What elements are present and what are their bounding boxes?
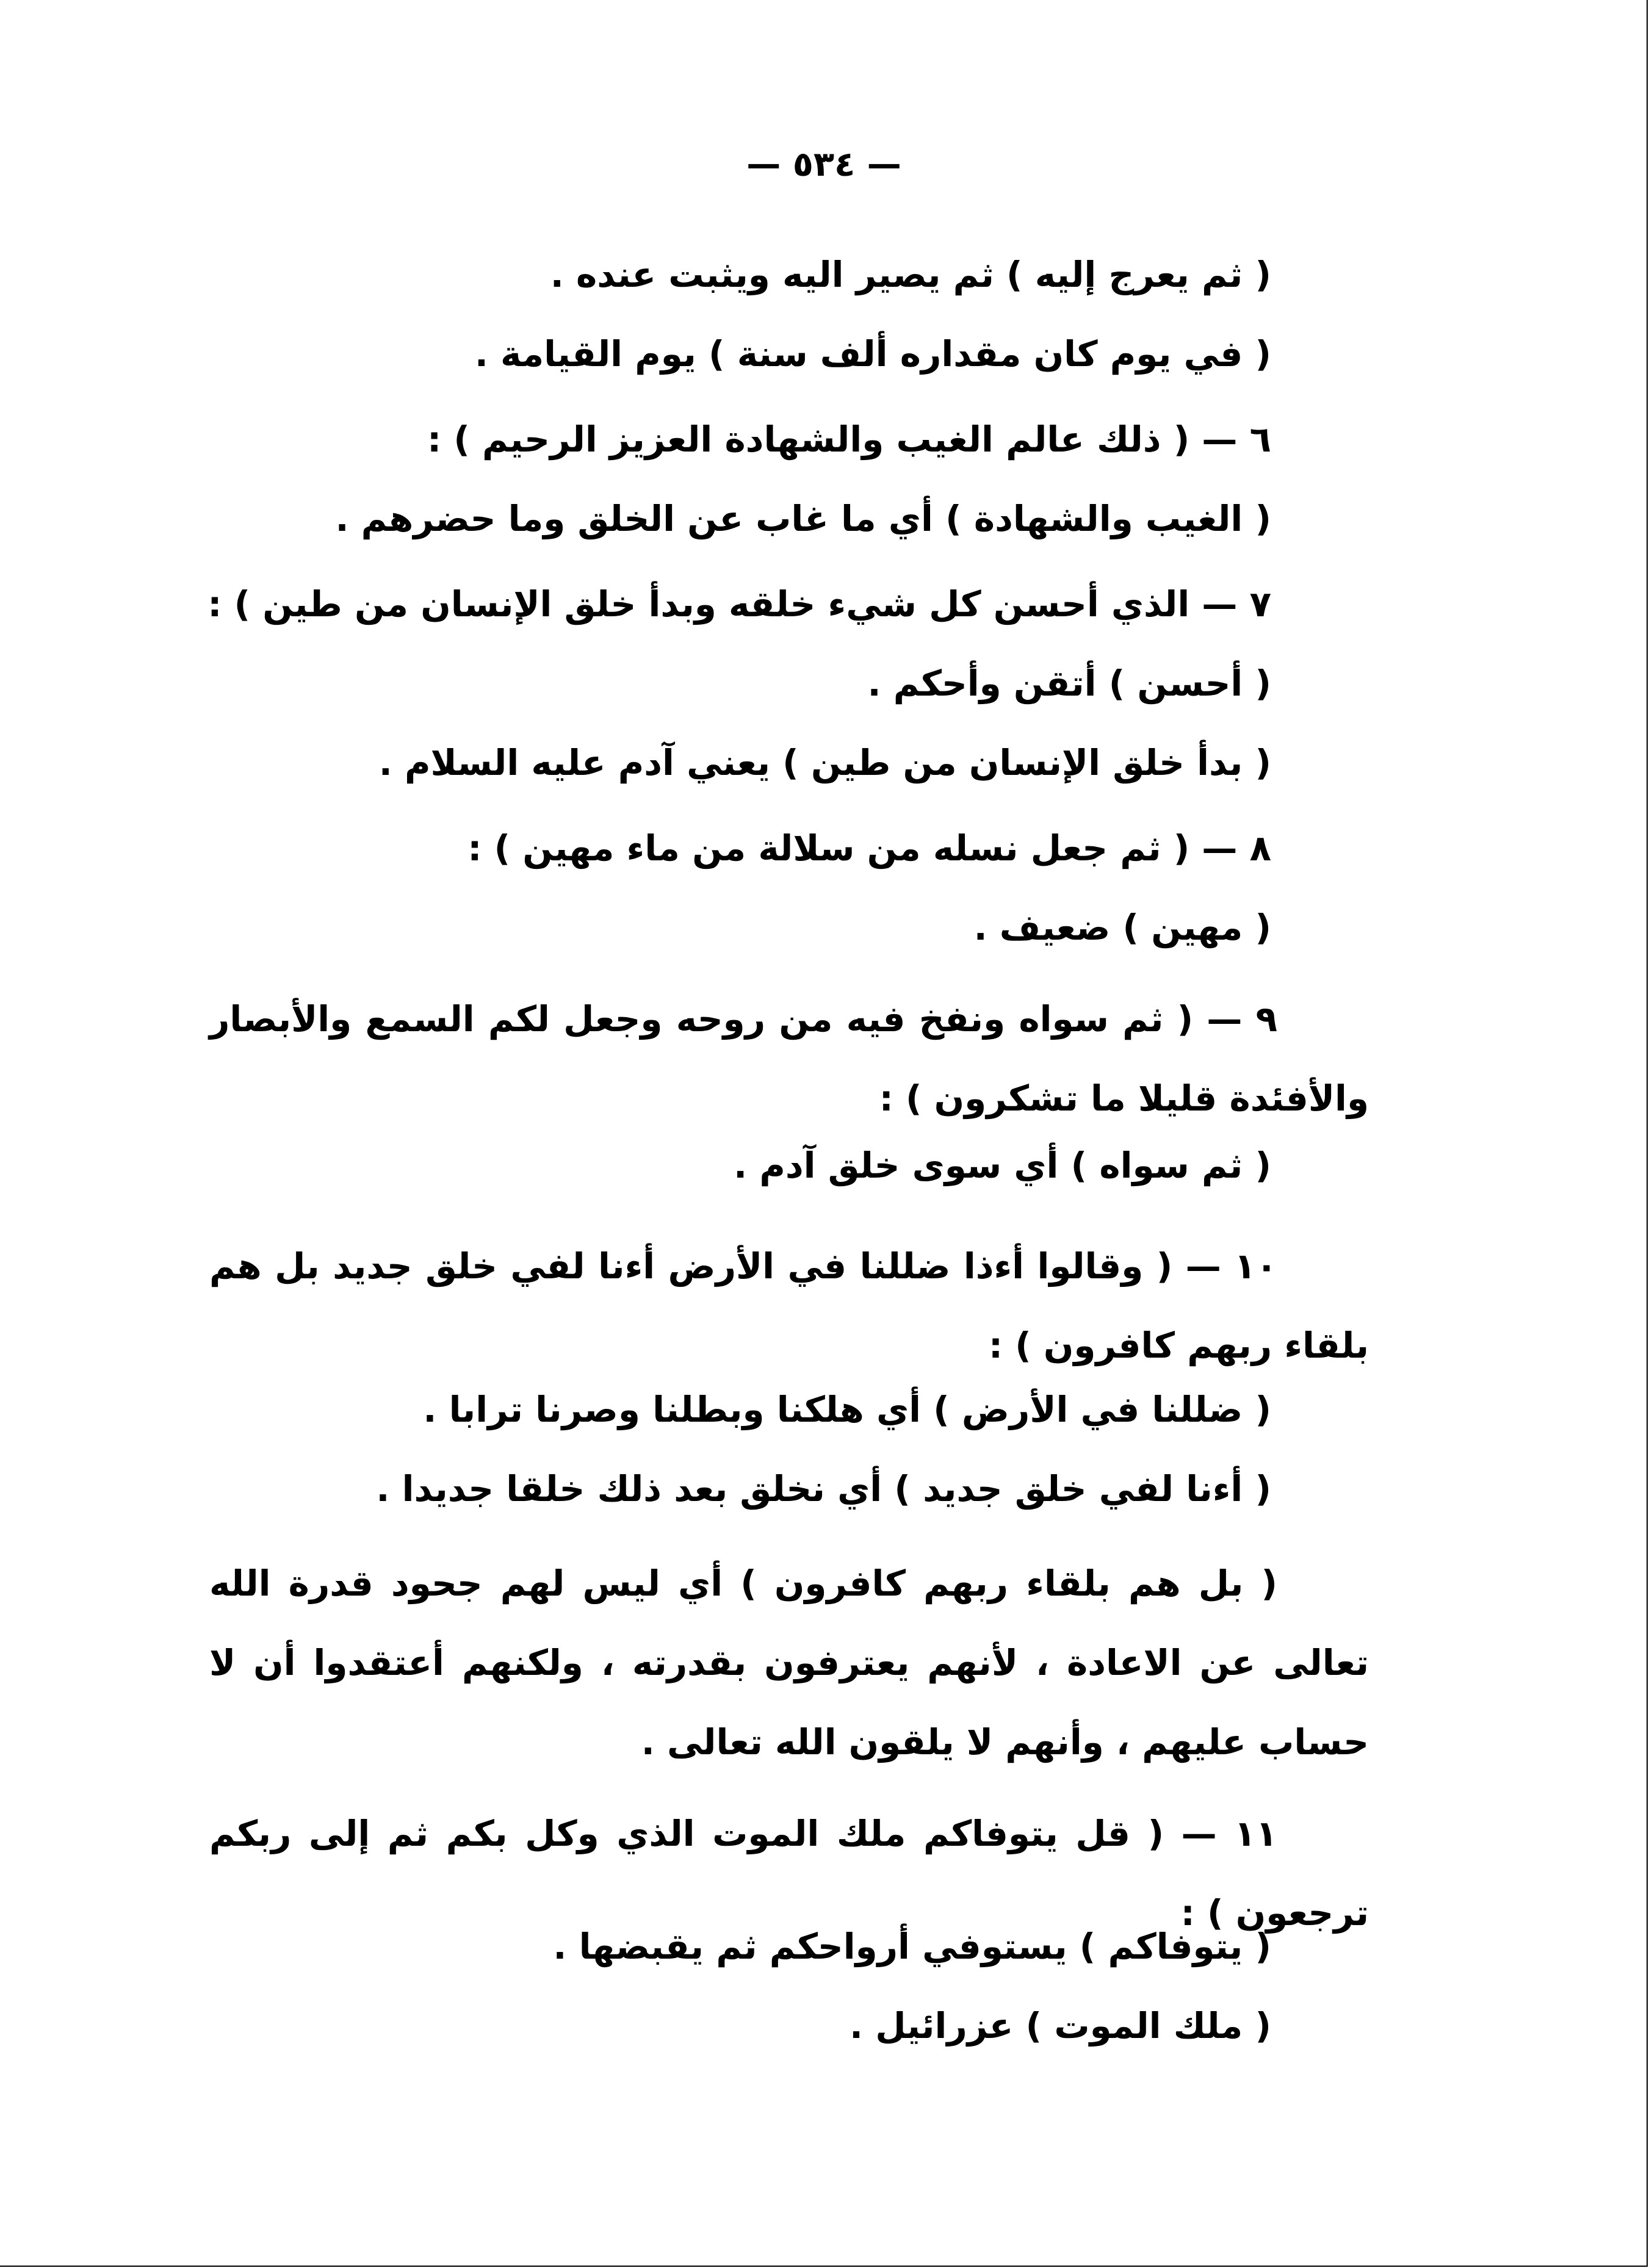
verse-7-heading: ٧ — الذي أحسن كل شيء خلقه وبدأ خلق الإنسان من طين ) : [207, 583, 1271, 625]
text-line-2: ( في يوم كان مقداره ألف سنة ) يوم القيامة . [474, 333, 1271, 375]
text-line-thumma-sawwah: ( ثم سواه ) أي سوى خلق آدم . [734, 1145, 1271, 1186]
text-line-4: ( الغيب والشهادة ) أي ما غاب عن الخلق وما حضرهم . [335, 498, 1271, 539]
verse-6-heading: ٦ — ( ذلك عالم الغيب والشهادة العزيز الرحيم ) : [427, 419, 1271, 460]
text-line-dalalna: ( ضللنا في الأرض ) أي هلكنا وبطلنا وصرنا ترابا . [423, 1389, 1271, 1430]
text-line-9: ( مهين ) ضعيف . [973, 907, 1271, 948]
verse-11-paragraph: ١١ — ( قل يتوفاكم ملك الموت الذي وكل بكم ثم إلى ربكم ترجعون ) : [209, 1813, 1369, 1934]
verse-8-heading: ٨ — ( ثم جعل نسله من سلالة من ماء مهين ) : [467, 827, 1271, 869]
page-number: — ٥٣٤ — [746, 145, 901, 184]
text-line-6: ( أحسن ) أتقن وأحكم . [867, 663, 1271, 704]
text-line-yatawaffakum: ( يتوفاكم ) يستوفي أرواحكم ثم يقبضها . [553, 1926, 1271, 1967]
text-line-1: ( ثم يعرج إليه ) ثم يصير اليه ويثبت عنده . [550, 254, 1271, 295]
text-line-ainna: ( أءنا لفي خلق جديد ) أي نخلق بعد ذلك خلقا جديدا . [376, 1468, 1271, 1510]
verse-9-paragraph: ٩ — ( ثم سواه ونفخ فيه من روحه وجعل لكم السمع والأبصار والأفئدة قليلا ما تشكرون ) : [209, 998, 1369, 1119]
text-line-malak: ( ملك الموت ) عزرائيل . [850, 2005, 1271, 2047]
bal-hum-paragraph: ( بل هم بلقاء ربهم كافرون ) أي ليس لهم جحود قدرة الله تعالى عن الاعادة ، لأنهم يعترفون بقدرته ، ولكنهم أعتقدوا أن لا حساب عليهم ، وأنهم لا يلقون الله تعالى . [209, 1563, 1369, 1763]
text-line-7: ( بدأ خلق الإنسان من طين ) يعني آدم عليه السلام . [378, 742, 1271, 783]
verse-10-paragraph: ١٠ — ( وقالوا أءذا ضللنا في الأرض أءنا لفي خلق جديد بل هم بلقاء ربهم كافرون ) : [209, 1245, 1369, 1366]
